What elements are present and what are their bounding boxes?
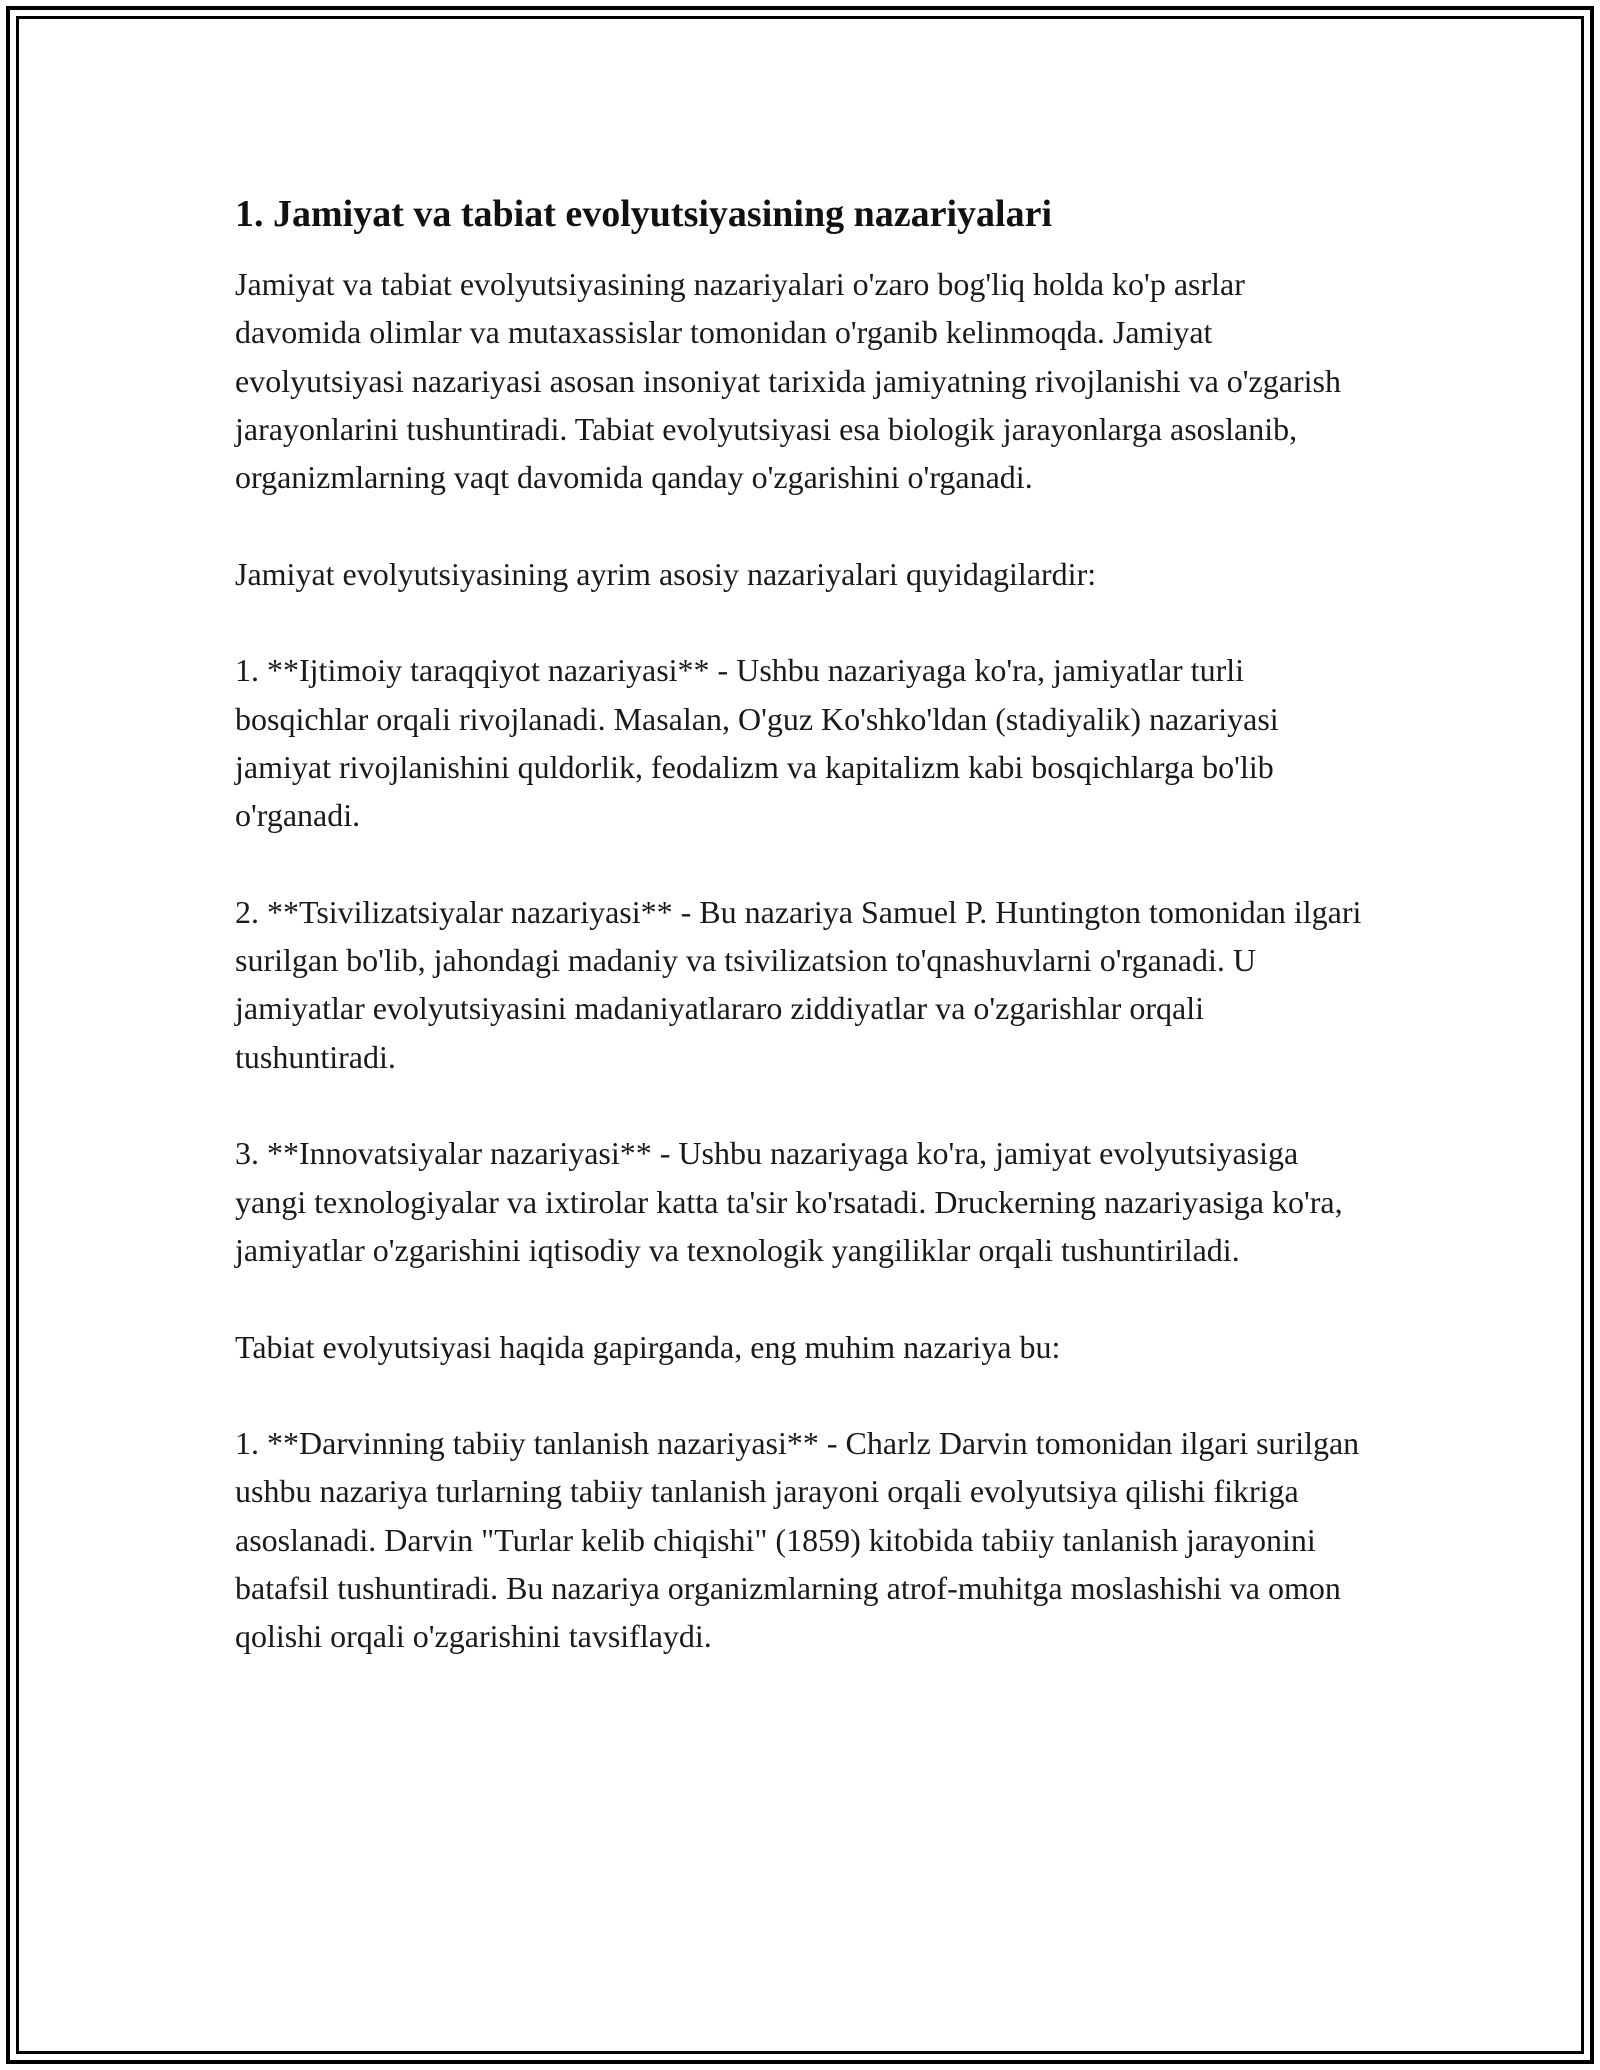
document-title: 1. Jamiyat va tabiat evolyutsiyasining nazariyalari	[235, 193, 1052, 235]
paragraph-society-theories-lead: Jamiyat evolyutsiyasining ayrim asosiy nazariyalari quyidagilardir:	[235, 555, 1097, 592]
paragraph-nature-theory-lead: Tabiat evolyutsiyasi haqida gapirganda, eng muhim nazariya bu:	[235, 1328, 1061, 1365]
paragraph-darwin-theory: 1. **Darvinning tabiiy tanlanish nazariyasi** - Charlz Darvin tomonidan ilgari surilgan ushbu nazariya turlarning tabiiy tanlanish jarayoni orqali evolyutsiya qilishi fikriga asoslanadi. Darvin "Turlar kelib chiqishi" (1859) kitobida tabiiy tanlanish jarayonini batafsil tushuntiradi. Bu nazariya organizmlarning atrof-muhitga moslashishi va omon qolishi orqali o'zgarishini tavsiflaydi.	[235, 1425, 1360, 1655]
document-body	[235, 188, 1365, 1661]
paragraph-intro: Jamiyat va tabiat evolyutsiyasining nazariyalari o'zaro bog'liq holda ko'p asrlar davomida olimlar va mutaxassislar tomonidan o'rganib kelinmoqda. Jamiyat evolyutsiyasi nazariyasi asosan insoniyat tarixida jamiyatning rivojlanishi va o'zgarish jarayonlarini tushuntiradi. Tabiat evolyutsiyasi esa biologik jarayonlarga asoslanib, organizmlarning vaqt davomida qanday o'zgarishini o'rganadi.	[235, 266, 1341, 496]
paragraph-civilizations-theory: 2. **Tsivilizatsiyalar nazariyasi** - Bu nazariya Samuel P. Huntington tomonidan ilgari surilgan bo'lib, jahondagi madaniy va tsivilizatsion to'qnashuvlarni o'rganadi. U jamiyatlar evolyutsiyasini madaniyatlararo ziddiyatlar va o'zgarishlar orqali tushuntiradi.	[235, 893, 1362, 1075]
paragraph-social-progress-theory: 1. **Ijtimoiy taraqqiyot nazariyasi** - Ushbu nazariyaga ko'ra, jamiyatlar turli bosqichlar orqali rivojlanadi. Masalan, O'guz Ko'shko'ldan (stadiyalik) nazariyasi jamiyat rivojlanishini quldorlik, feodalizm va kapitalizm kabi bosqichlarga bo'lib o'rganadi.	[235, 652, 1279, 834]
paragraph-innovations-theory: 3. **Innovatsiyalar nazariyasi** - Ushbu nazariyaga ko'ra, jamiyat evolyutsiyasiga yangi texnologiyalar va ixtirolar katta ta'sir ko'rsatadi. Druckerning nazariyasiga ko'ra, jamiyatlar o'zgarishini iqtisodiy va texnologik yangiliklar orqali tushuntiriladi.	[235, 1135, 1343, 1268]
